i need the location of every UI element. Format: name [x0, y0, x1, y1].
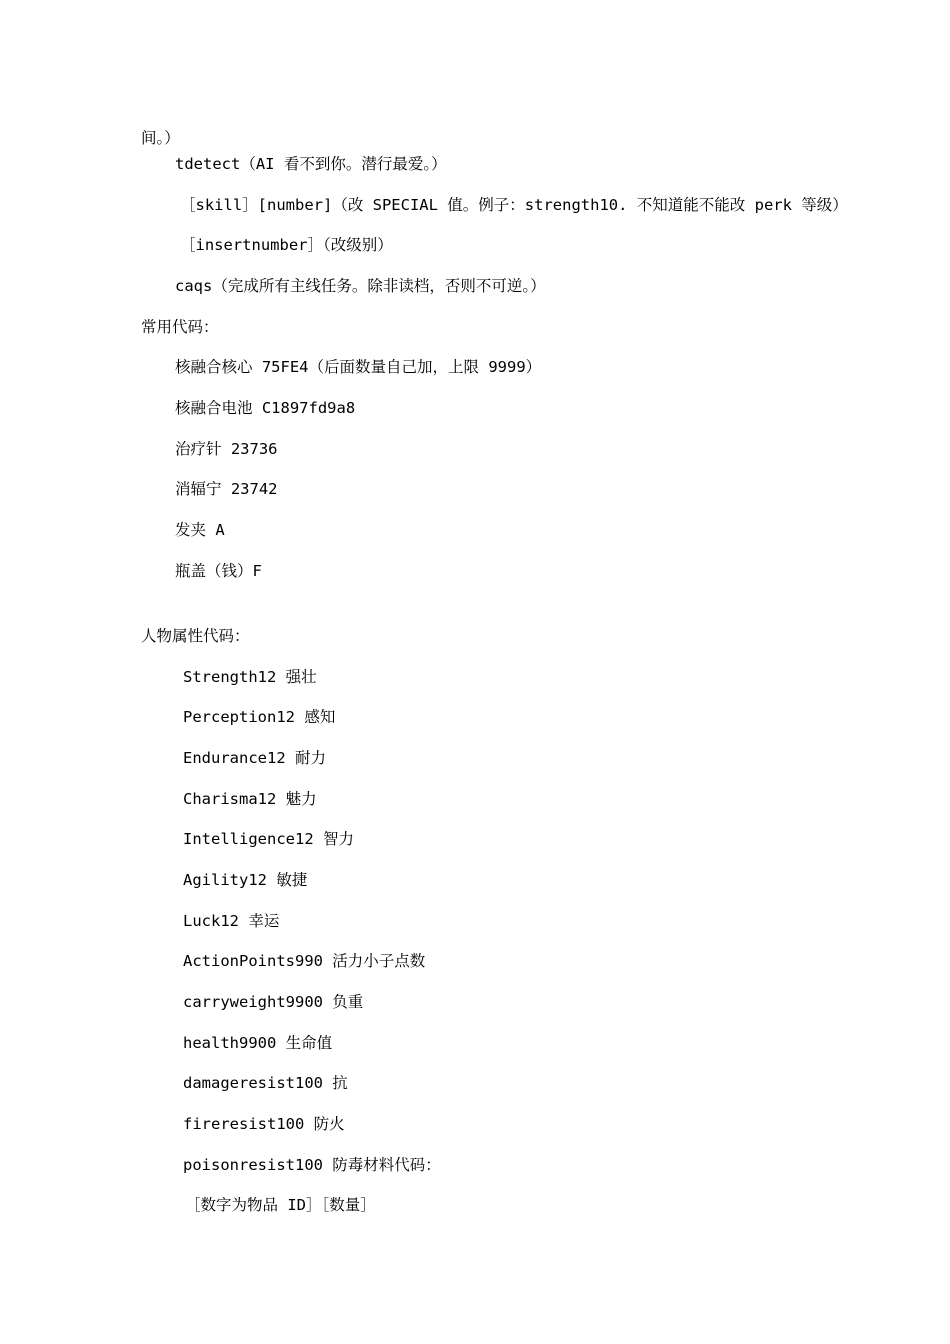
text-line: 核融合电池 C1897fd9a8	[175, 399, 356, 417]
text-line: Luck12 幸运	[183, 912, 280, 930]
text-line: Intelligence12 智力	[183, 830, 354, 848]
text-line: ActionPoints990 活力小子点数	[183, 952, 426, 970]
text-line: Agility12 敏捷	[183, 871, 308, 889]
text-line: fireresist100 防火	[183, 1115, 345, 1133]
text-line: Perception12 感知	[183, 708, 336, 726]
text-line: ［skill］[number]（改 SPECIAL 值。例子：strength10. 不知道能不能改 perk 等级）	[180, 196, 848, 214]
text-line: 瓶盖（钱）F	[175, 562, 262, 580]
text-line: 间。）	[141, 129, 180, 147]
text-line: health9900 生命值	[183, 1034, 333, 1052]
section-heading: 人物属性代码：	[141, 627, 250, 645]
text-line: 治疗针 23736	[175, 440, 278, 458]
text-line: Endurance12 耐力	[183, 749, 326, 767]
text-line: Strength12 强壮	[183, 668, 317, 686]
text-line: 消辐宁 23742	[175, 480, 278, 498]
text-line: 核融合核心 75FE4（后面数量自己加，上限 9999）	[175, 358, 542, 376]
text-line: ［insertnumber］（改级别）	[180, 236, 393, 254]
text-line: 发夹 A	[175, 521, 225, 539]
section-heading: 常用代码：	[141, 318, 219, 336]
text-line: caqs（完成所有主线任务。除非读档，否则不可逆。）	[175, 277, 546, 295]
text-line: poisonresist100 防毒材料代码：	[183, 1156, 441, 1174]
text-line: damageresist100 抗	[183, 1074, 348, 1092]
text-line: tdetect（AI 看不到你。潜行最爱。）	[175, 155, 447, 173]
text-line: ［数字为物品 ID］［数量］	[185, 1196, 376, 1214]
text-line: Charisma12 魅力	[183, 790, 317, 808]
text-line: carryweight9900 负重	[183, 993, 364, 1011]
